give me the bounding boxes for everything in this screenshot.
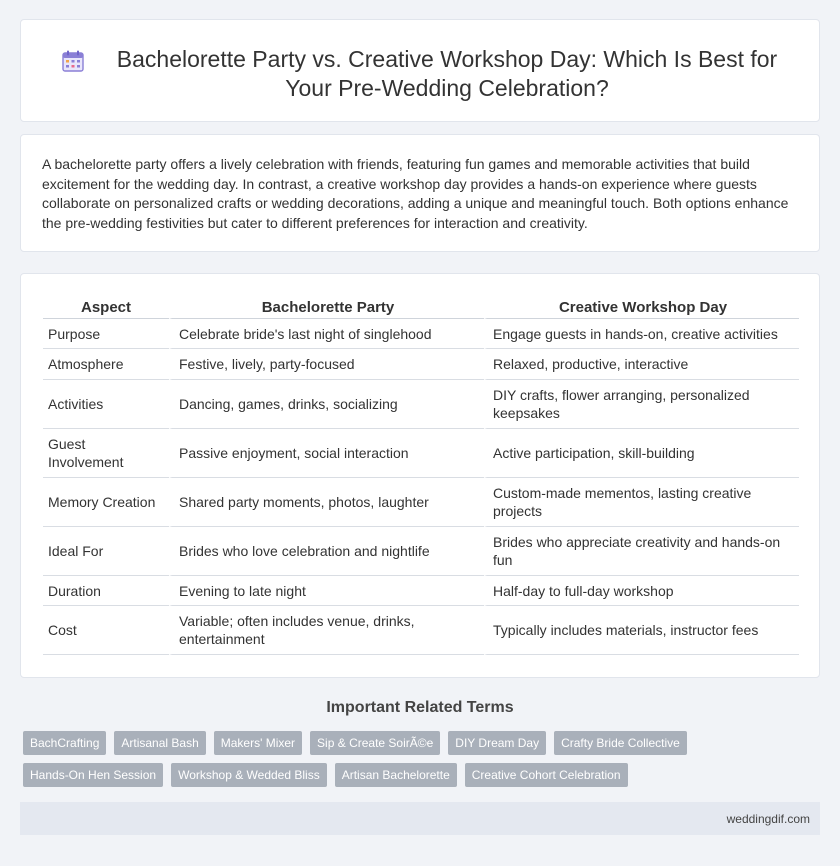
table-row — [43, 380, 799, 429]
row-aspect: Purpose — [43, 319, 169, 349]
table-row — [43, 527, 799, 576]
related-term-tag[interactable]: DIY Dream Day — [448, 731, 546, 755]
calendar-icon — [61, 49, 85, 73]
table-row — [43, 429, 799, 478]
page-title: Bachelorette Party vs. Creative Workshop Day: Which Is Best for Your Pre-Wedding Celebration? — [116, 46, 778, 101]
row-workshop-value: Typically includes materials, instructor fees — [484, 606, 799, 655]
table-row — [43, 606, 799, 655]
row-bachelorette-value: Brides who love celebration and nightlife — [169, 527, 484, 576]
related-term-tag[interactable]: Workshop & Wedded Bliss — [171, 763, 327, 787]
row-workshop-value: Brides who appreciate creativity and hands-on fun — [484, 527, 799, 576]
table-row — [43, 478, 799, 527]
row-bachelorette-value: Passive enjoyment, social interaction — [169, 429, 484, 478]
row-aspect: Guest Involvement — [43, 429, 169, 478]
related-term-tag[interactable]: Crafty Bride Collective — [554, 731, 687, 755]
related-term-tag[interactable]: Makers' Mixer — [214, 731, 302, 755]
row-bachelorette-value: Dancing, games, drinks, socializing — [169, 380, 484, 429]
table-header-row — [43, 295, 799, 319]
row-aspect: Duration — [43, 576, 169, 606]
row-workshop-value: Engage guests in hands-on, creative activities — [484, 319, 799, 349]
footer-site-link[interactable]: weddingdif.com — [726, 812, 810, 826]
related-terms-title: Important Related Terms — [326, 699, 514, 716]
header-bachelorette-party: Bachelorette Party — [169, 295, 484, 319]
row-bachelorette-value: Celebrate bride's last night of singlehood — [169, 319, 484, 349]
footer — [20, 802, 820, 835]
related-term-tag[interactable]: Hands-On Hen Session — [23, 763, 163, 787]
row-bachelorette-value: Evening to late night — [169, 576, 484, 606]
row-workshop-value: Half-day to full-day workshop — [484, 576, 799, 606]
related-term-tag[interactable]: Creative Cohort Celebration — [465, 763, 628, 787]
title-card — [20, 19, 820, 122]
row-aspect: Memory Creation — [43, 478, 169, 527]
table-row — [43, 576, 799, 606]
row-aspect: Ideal For — [43, 527, 169, 576]
table-row — [43, 349, 799, 380]
row-bachelorette-value: Shared party moments, photos, laughter — [169, 478, 484, 527]
row-workshop-value: Relaxed, productive, interactive — [484, 349, 799, 380]
related-terms-list — [23, 731, 723, 787]
row-bachelorette-value: Festive, lively, party-focused — [169, 349, 484, 380]
header-creative-workshop-day: Creative Workshop Day — [484, 295, 799, 319]
related-term-tag[interactable]: BachCrafting — [23, 731, 106, 755]
header-aspect: Aspect — [43, 295, 169, 319]
related-term-tag[interactable]: Sip & Create SoirÃ©e — [310, 731, 440, 755]
intro-paragraph: A bachelorette party offers a lively celebration with friends, featuring fun games and memorable activities that build excitement for the wedding day. In contrast, a creative workshop day provides a hands-on experience where guests collaborate on personalized crafts or wedding decorations, adding a unique and meaningful touch. Both options enhance the pre-wedding festivities but cater to different preferences for interaction and creativity. — [42, 156, 789, 231]
related-term-tag[interactable]: Artisan Bachelorette — [335, 763, 457, 787]
row-workshop-value: DIY crafts, flower arranging, personalized keepsakes — [484, 380, 799, 429]
table-row — [43, 319, 799, 349]
row-workshop-value: Active participation, skill-building — [484, 429, 799, 478]
row-aspect: Activities — [43, 380, 169, 429]
comparison-table — [43, 295, 799, 655]
related-term-tag[interactable]: Artisanal Bash — [114, 731, 205, 755]
row-aspect: Cost — [43, 606, 169, 655]
row-aspect: Atmosphere — [43, 349, 169, 380]
comparison-card — [20, 273, 820, 678]
row-bachelorette-value: Variable; often includes venue, drinks, entertainment — [169, 606, 484, 655]
row-workshop-value: Custom-made mementos, lasting creative projects — [484, 478, 799, 527]
intro-card — [20, 134, 820, 252]
